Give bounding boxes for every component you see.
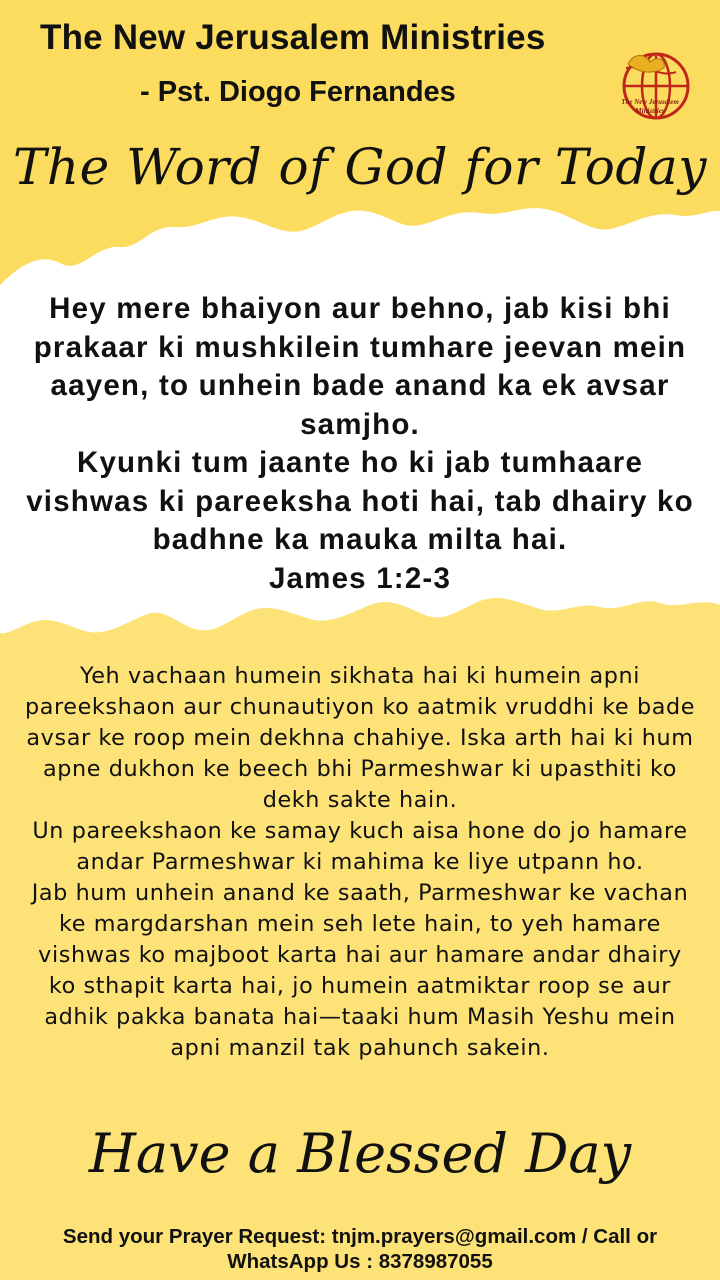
verse-reference: James 1:2-3	[268, 561, 452, 595]
page-title: The Word of God for Today	[13, 138, 707, 196]
prayer-request-contact: Send your Prayer Request: tnjm.prayers@gmail.com / Call or WhatsApp Us : 8378987055	[62, 1225, 658, 1273]
reflection-paragraph-1: Yeh vachaan humein sikhata hai ki humein apni pareekshaon aur chunautiyon ko aatmik vruddhi ke bade avsar ke roop mein dekhna chahiye. Iska arth hai ki hum apne dukhon ke beech bhi Parmeshwar ki upasthiti ko dekh sakte hain.	[24, 663, 696, 813]
verse-line-2: Kyunki tum jaante ho ki jab tumhaare vishwas ki pareeksha hoti hai, tab dhairy ko badhne ka mauka milta hai.	[26, 446, 694, 556]
logo-caption	[594, 98, 706, 116]
logo-caption-line1: The New Jerusalem	[621, 98, 679, 106]
bible-verse	[20, 290, 700, 598]
reflection-paragraph-2: Un pareekshaon ke samay kuch aisa hone do jo hamare andar Parmeshwar ki mahima ke liye utpann ho.	[32, 818, 688, 875]
ministry-name: The New Jerusalem Ministries	[40, 18, 546, 57]
logo-caption-line2: Ministries	[635, 107, 665, 115]
verse-line-1: Hey mere bhaiyon aur behno, jab kisi bhi prakaar ki mushkilein tumhare jeevan mein aayen, to unhein bade anand ka ek avsar samjho.	[33, 292, 687, 441]
pastor-name: - Pst. Diogo Fernandes	[140, 76, 456, 108]
reflection-paragraph-3: Jab hum unhein anand ke saath, Parmeshwar ke vachan ke margdarshan mein seh lete hain, to yeh hamare vishwas ko majboot karta hai aur hamare andar dhairy ko sthapit karta hai, jo humein aatmiktar roop se aur adhik pakka banata hai—taaki hum Masih Yeshu mein apni manzil tak pahunch sakein.	[31, 880, 689, 1061]
devotional-reflection	[22, 661, 698, 1064]
closing-blessing: Have a Blessed Day	[88, 1122, 632, 1185]
